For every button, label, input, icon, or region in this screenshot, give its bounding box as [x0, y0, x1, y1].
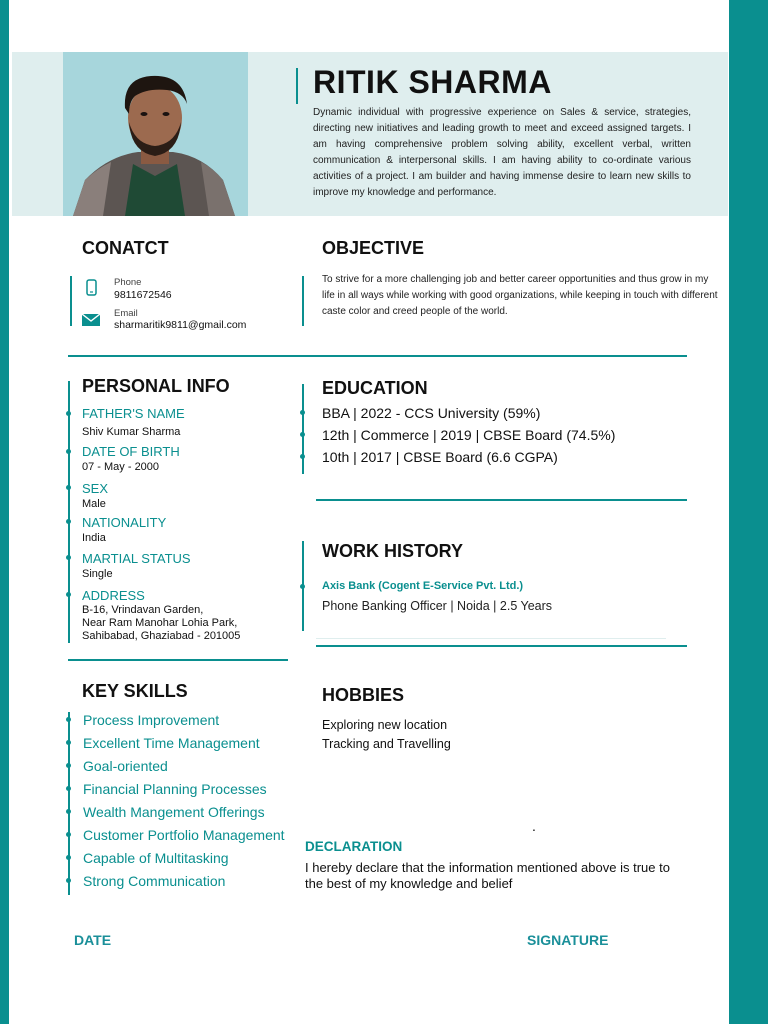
bullet-dot — [66, 809, 71, 814]
work-history-divider — [316, 645, 687, 647]
envelope-icon — [82, 313, 100, 331]
bullet-dot — [66, 832, 71, 837]
bullet-dot — [66, 555, 71, 560]
skill-item: Wealth Mangement Offerings — [83, 804, 265, 820]
hobby-item: Exploring new location — [322, 718, 448, 732]
candidate-name: RITIK SHARMA — [313, 64, 552, 100]
phone-icon — [86, 279, 97, 301]
signature-label: SIGNATURE — [527, 932, 609, 948]
objective-text: To strive for a more challenging job and better career opportunities and thus grow in my life in all ways while working with good organizations, while keeping in touch with different caste color and creed people of the world. — [322, 274, 718, 317]
objective-rule — [302, 276, 304, 326]
right-accent-bar — [729, 0, 768, 1024]
section-divider — [68, 355, 687, 357]
bullet-dot — [66, 855, 71, 860]
declaration-text-line: I hereby declare that the information mentioned above is true to — [305, 860, 670, 875]
bullet-dot — [66, 786, 71, 791]
personal-info-title: PERSONAL INFO — [82, 376, 230, 396]
dob-label: DATE OF BIRTH — [82, 444, 180, 459]
skill-item: Capable of Multitasking — [83, 850, 229, 866]
bullet-dot — [66, 485, 71, 490]
education-title: EDUCATION — [322, 378, 428, 398]
bullet-dot — [66, 740, 71, 745]
job-details: Phone Banking Officer | Noida | 2.5 Years — [322, 599, 553, 613]
skill-item: Strong Communication — [83, 873, 226, 889]
nationality-label: NATIONALITY — [82, 515, 167, 530]
marital-status-value: Single — [82, 568, 113, 580]
declaration-title: DECLARATION — [305, 839, 403, 854]
nationality-value: India — [82, 532, 106, 544]
skill-item: Financial Planning Processes — [83, 781, 267, 797]
address-line: Sahibabad, Ghaziabad - 201005 — [82, 630, 241, 642]
education-item: 12th | Commerce | 2019 | CBSE Board (74.5%) — [322, 427, 616, 443]
skill-item: Customer Portfolio Management — [83, 827, 285, 843]
bullet-dot — [300, 454, 305, 459]
key-skills-title: KEY SKILLS — [82, 681, 188, 701]
work-history-title: WORK HISTORY — [322, 541, 464, 561]
address-line: Near Ram Manohar Lohia Park, — [82, 617, 238, 629]
hobby-item: Tracking and Travelling — [322, 737, 451, 751]
profile-summary: Dynamic individual with progressive experience on Sales & service, strategies, directing new initiatives and leading growth to meet and exceed assigned targets. I am having comprehensive problem solving ability, excellent verbal, written communication & interpersonal skills. I am having ability to co-ordinate various activities of a project. I am builder and having immense desire to learn new skills to improve my knowledge and performance. — [313, 107, 691, 198]
personal-info-bottom-rule — [68, 659, 288, 661]
bullet-dot — [66, 878, 71, 883]
bullet-dot — [66, 519, 71, 524]
bullet-dot — [300, 410, 305, 415]
skill-item: Excellent Time Management — [83, 735, 260, 751]
bullet-dot — [66, 411, 71, 416]
objective-title: OBJECTIVE — [322, 238, 425, 258]
education-rule — [302, 384, 304, 474]
skill-item: Process Improvement — [83, 712, 220, 728]
company-name: Axis Bank (Cogent E-Service Pvt. Ltd.) — [322, 580, 524, 592]
fathers-name-value: Shiv Kumar Sharma — [82, 426, 181, 438]
bullet-dot — [66, 717, 71, 722]
bullet-dot — [66, 592, 71, 597]
fathers-name-label: FATHER'S NAME — [82, 406, 185, 421]
marital-status-label: MARTIAL STATUS — [82, 551, 191, 566]
bullet-dot — [300, 584, 305, 589]
stray-mark: . — [532, 818, 536, 834]
address-line: B-16, Vrindavan Garden, — [82, 604, 204, 616]
bullet-dot — [66, 763, 71, 768]
phone-label: Phone — [114, 277, 142, 288]
education-item: 10th | 2017 | CBSE Board (6.6 CGPA) — [322, 449, 558, 465]
skill-item: Goal-oriented — [83, 758, 168, 774]
hobbies-title: HOBBIES — [322, 685, 405, 705]
personal-info-rule — [68, 381, 70, 643]
address-label: ADDRESS — [82, 588, 145, 603]
work-history-faint-rule — [316, 638, 666, 639]
sex-label: SEX — [82, 481, 109, 496]
left-accent-bar — [0, 0, 9, 1024]
email-label: Email — [114, 308, 138, 319]
sex-value: Male — [82, 498, 106, 510]
date-label: DATE — [74, 932, 112, 948]
header-divider — [296, 68, 298, 104]
declaration-text-line: the best of my knowledge and belief — [305, 876, 513, 891]
profile-photo — [63, 52, 248, 216]
email-value: sharmaritik9811@gmail.com — [114, 319, 247, 331]
person-portrait-icon — [63, 52, 248, 216]
bullet-dot — [66, 449, 71, 454]
bullet-dot — [300, 432, 305, 437]
education-divider — [316, 499, 687, 501]
contact-title: CONATCT — [82, 238, 169, 258]
dob-value: 07 - May - 2000 — [82, 461, 160, 473]
phone-value: 9811672546 — [114, 289, 172, 301]
education-item: BBA | 2022 - CCS University (59%) — [322, 405, 541, 421]
contact-rule — [70, 276, 72, 326]
